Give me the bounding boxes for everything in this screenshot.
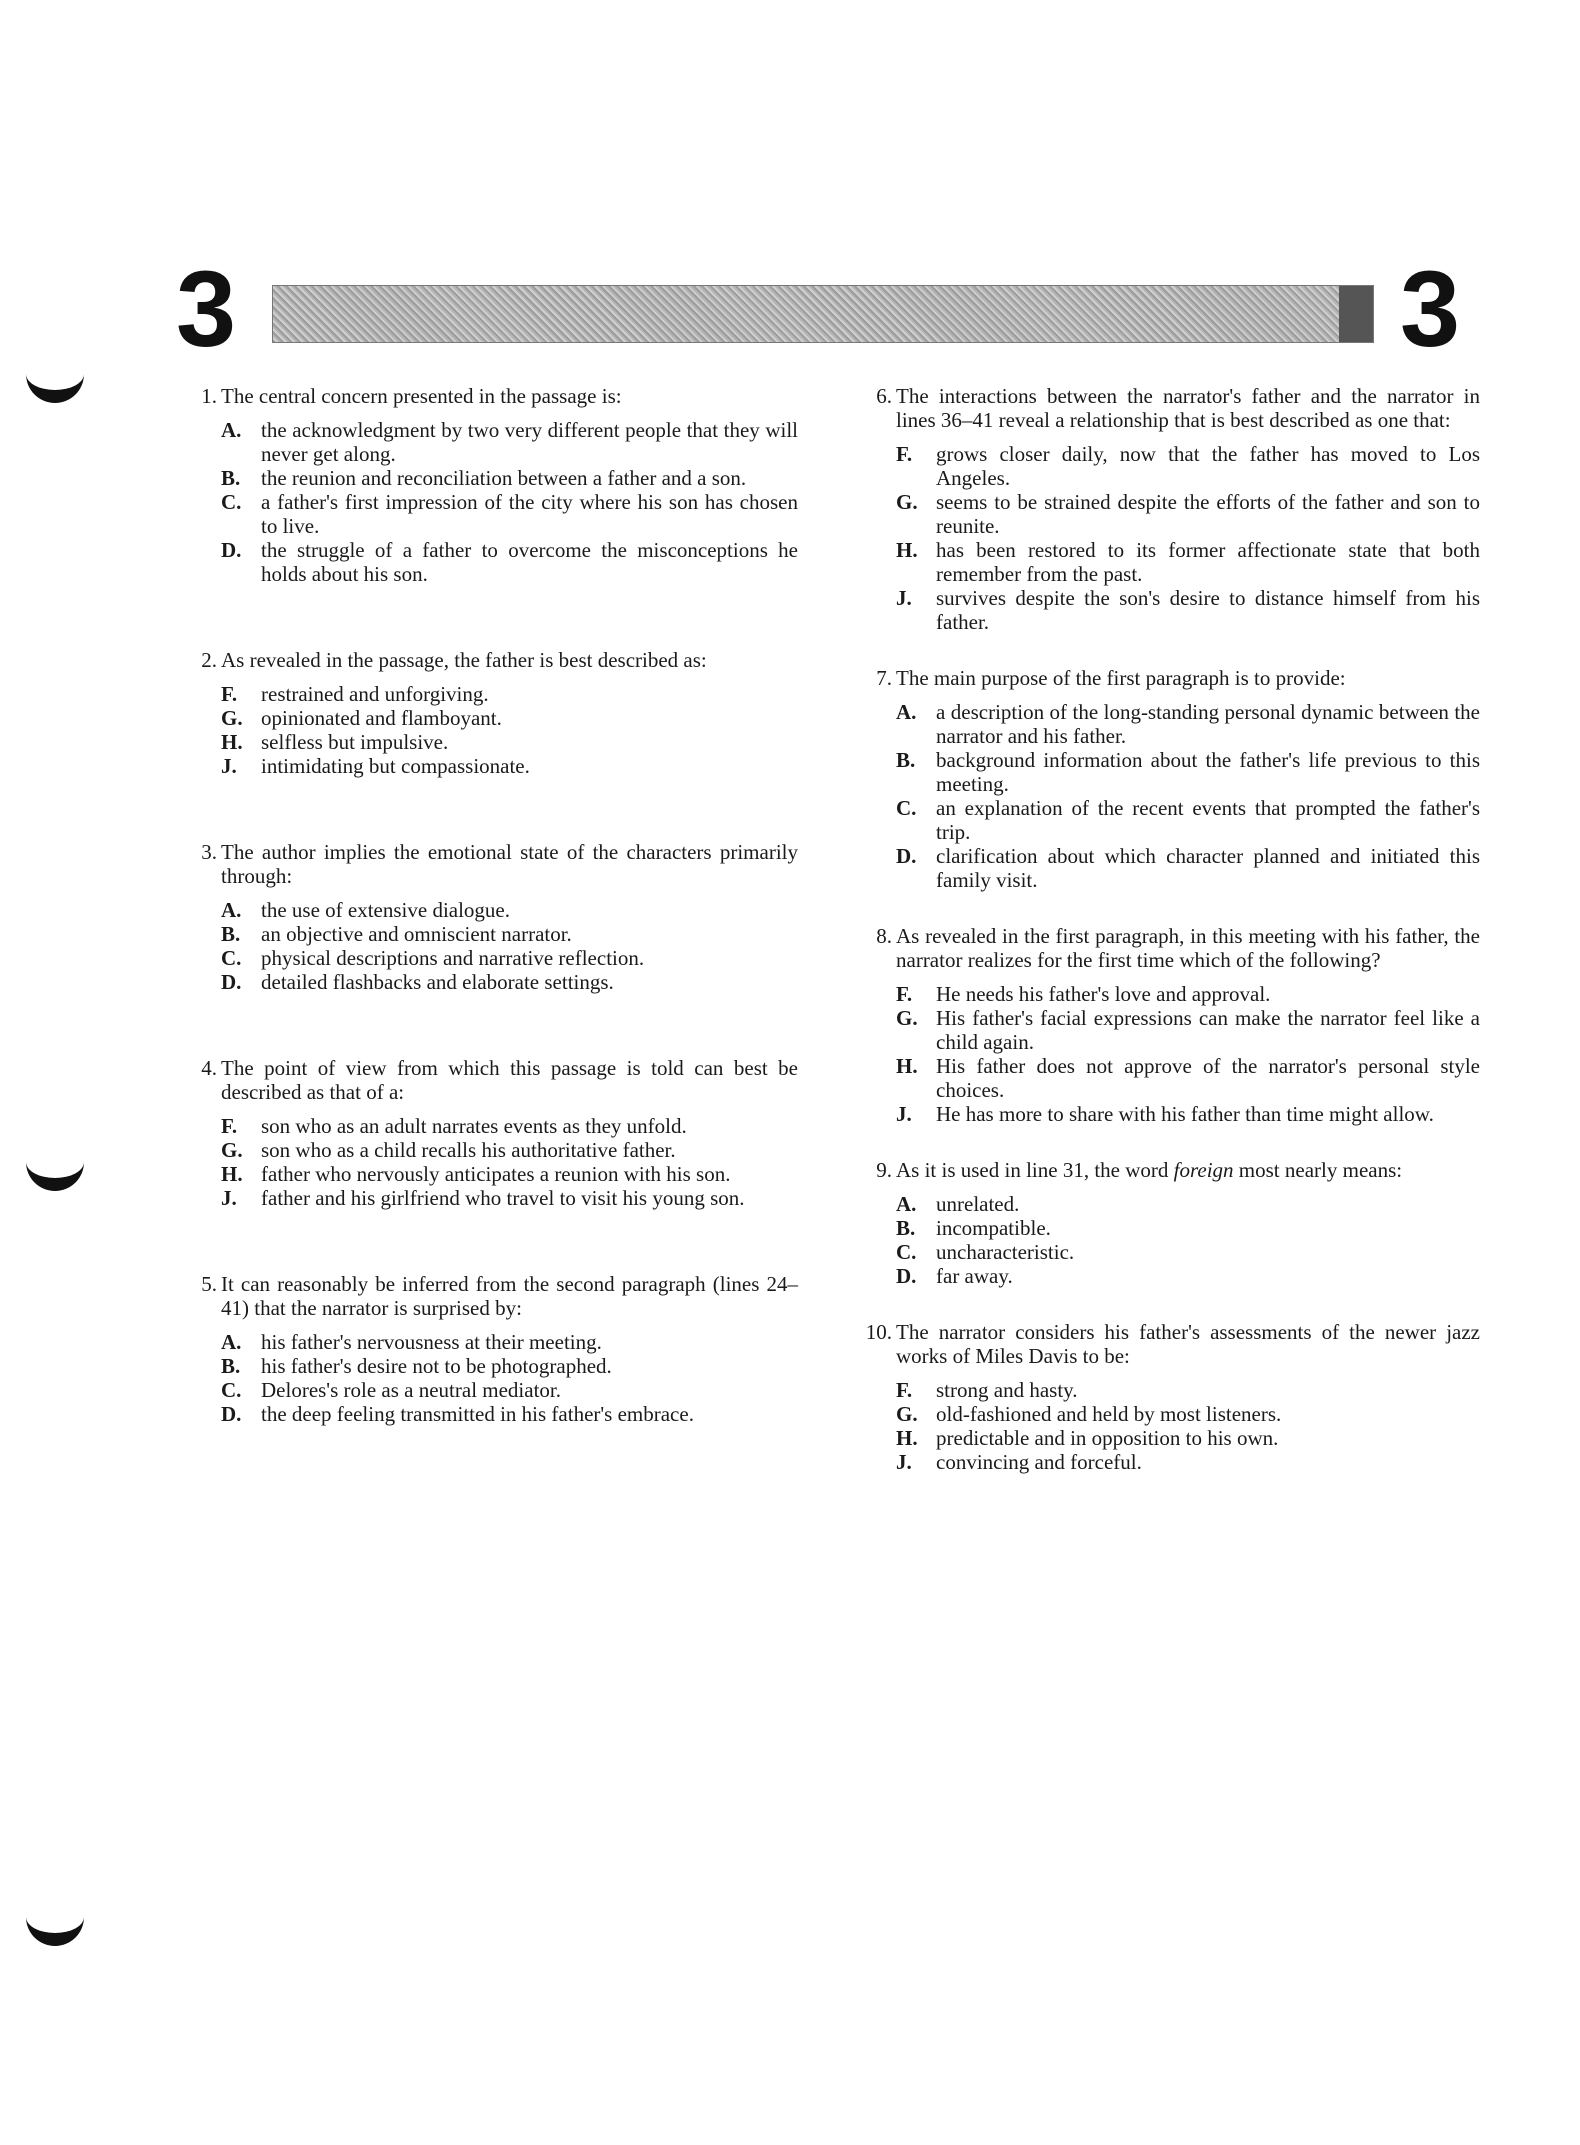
option xyxy=(896,982,1480,1006)
option-text: strong and hasty. xyxy=(936,1378,1078,1402)
option-text: predictable and in opposition to his own. xyxy=(936,1426,1279,1450)
section-number-left: 3 xyxy=(176,248,237,369)
option-text: He has more to share with his father than time might allow. xyxy=(936,1102,1434,1126)
option xyxy=(896,586,1480,634)
option xyxy=(896,700,1480,748)
option xyxy=(896,748,1480,796)
option xyxy=(896,1216,1480,1240)
option-letter: D . xyxy=(221,1402,241,1426)
stem-text: most nearly means: xyxy=(1233,1158,1403,1182)
option-text: background information about the father's life previous to this meeting. xyxy=(936,748,1480,796)
option-text: incompatible. xyxy=(936,1216,1051,1240)
option xyxy=(221,490,798,538)
stem-emphasized-word: foreign xyxy=(1173,1158,1234,1182)
question-stem: The central concern presented in the passage is: xyxy=(221,384,622,408)
option-letter: J . xyxy=(896,586,912,610)
option xyxy=(896,1192,1480,1216)
question-number: 10 . xyxy=(858,1320,892,1344)
question-2 xyxy=(183,648,798,778)
option-text: the use of extensive dialogue. xyxy=(261,898,511,922)
option-letter: C . xyxy=(221,490,241,514)
question-3 xyxy=(183,840,798,994)
option xyxy=(896,1450,1480,1474)
question-number: 8 . xyxy=(858,924,892,948)
option-letter: B . xyxy=(896,748,915,772)
option xyxy=(221,706,798,730)
option xyxy=(221,418,798,466)
option xyxy=(896,538,1480,586)
option xyxy=(896,1006,1480,1054)
stem-text: As it is used in line 31, the word xyxy=(896,1158,1174,1182)
option-text: grows closer daily, now that the father has moved to Los Angeles. xyxy=(936,442,1480,490)
question-number: 4 . xyxy=(183,1056,217,1080)
option-text: the reunion and reconciliation between a father and a son. xyxy=(261,466,747,490)
option-letter: F . xyxy=(221,682,237,706)
question-number: 7 . xyxy=(858,666,892,690)
question-10 xyxy=(858,1320,1480,1474)
option xyxy=(896,1264,1480,1288)
option-letter: D . xyxy=(221,538,241,562)
option xyxy=(896,796,1480,844)
option-letter: B . xyxy=(221,1354,240,1378)
question-number: 9 . xyxy=(858,1158,892,1182)
section-number-right: 3 xyxy=(1400,248,1461,369)
option-text: convincing and forceful. xyxy=(936,1450,1142,1474)
option xyxy=(221,1114,798,1138)
question-number: 6 . xyxy=(858,384,892,408)
option-letter: J . xyxy=(896,1450,912,1474)
option-letter: G . xyxy=(896,490,918,514)
option-text: detailed flashbacks and elaborate settings. xyxy=(261,970,614,994)
question-number: 1 . xyxy=(183,384,217,408)
option xyxy=(896,442,1480,490)
option-letter: F . xyxy=(896,442,912,466)
option-text: has been restored to its former affectionate state that both remember from the past. xyxy=(936,538,1480,586)
question-7 xyxy=(858,666,1480,892)
option-letter: G . xyxy=(221,1138,243,1162)
option-letter: H . xyxy=(896,1054,918,1078)
question-stem: The narrator considers his father's assessments of the newer jazz works of Miles Davis to be: xyxy=(896,1320,1480,1368)
option-text: father who nervously anticipates a reunion with his son. xyxy=(261,1162,731,1186)
question-stem: The point of view from which this passage is told can best be described as that of a: xyxy=(221,1056,798,1104)
option-letter: J . xyxy=(221,754,237,778)
option-text: the struggle of a father to overcome the misconceptions he holds about his son. xyxy=(261,538,798,586)
binder-hole-icon xyxy=(26,352,84,403)
option-letter: C . xyxy=(221,946,241,970)
option-text: an objective and omniscient narrator. xyxy=(261,922,572,946)
option-text: intimidating but compassionate. xyxy=(261,754,530,778)
option-letter: B . xyxy=(221,922,240,946)
option-text: Delores's role as a neutral mediator. xyxy=(261,1378,562,1402)
option-text: his father's nervousness at their meeting. xyxy=(261,1330,602,1354)
option xyxy=(221,1354,798,1378)
option-text: far away. xyxy=(936,1264,1013,1288)
option-letter: B . xyxy=(221,466,240,490)
question-stem xyxy=(896,1158,1480,1182)
option xyxy=(221,682,798,706)
question-9 xyxy=(858,1158,1480,1288)
option xyxy=(896,1054,1480,1102)
option-letter: A . xyxy=(896,700,916,724)
question-4 xyxy=(183,1056,798,1210)
question-5 xyxy=(183,1272,798,1426)
question-number: 2 . xyxy=(183,648,217,672)
question-number: 3 . xyxy=(183,840,217,864)
option-text: an explanation of the recent events that prompted the father's trip. xyxy=(936,796,1480,844)
option-text: seems to be strained despite the efforts of the father and son to reunite. xyxy=(936,490,1480,538)
binder-hole-icon xyxy=(26,1895,84,1946)
option-letter: H . xyxy=(896,1426,918,1450)
option-letter: D . xyxy=(896,1264,916,1288)
option xyxy=(221,1378,798,1402)
option xyxy=(221,1402,798,1426)
question-6 xyxy=(858,384,1480,634)
option xyxy=(896,844,1480,892)
option-letter: C . xyxy=(221,1378,241,1402)
question-8 xyxy=(858,924,1480,1126)
option-text: selfless but impulsive. xyxy=(261,730,449,754)
option-text: He needs his father's love and approval. xyxy=(936,982,1271,1006)
option-letter: C . xyxy=(896,1240,916,1264)
question-1 xyxy=(183,384,798,586)
option-letter: D . xyxy=(896,844,916,868)
option-text: son who as a child recalls his authoritative father. xyxy=(261,1138,676,1162)
option xyxy=(221,922,798,946)
option-text: clarification about which character planned and initiated this family visit. xyxy=(936,844,1480,892)
option xyxy=(896,1402,1480,1426)
option xyxy=(221,754,798,778)
option-text: father and his girlfriend who travel to visit his young son. xyxy=(261,1186,745,1210)
option-letter: B . xyxy=(896,1216,915,1240)
option-text: His father's facial expressions can make the narrator feel like a child again. xyxy=(936,1006,1480,1054)
option-letter: D . xyxy=(221,970,241,994)
option xyxy=(221,1138,798,1162)
option-letter: J . xyxy=(221,1186,237,1210)
option xyxy=(221,1330,798,1354)
question-stem: The interactions between the narrator's father and the narrator in lines 36–41 reveal a relationship that is best described as one that: xyxy=(896,384,1480,432)
option-letter: H . xyxy=(896,538,918,562)
option xyxy=(221,730,798,754)
option-letter: A . xyxy=(221,1330,241,1354)
option xyxy=(221,898,798,922)
option-letter: G . xyxy=(896,1006,918,1030)
option-letter: H . xyxy=(221,730,243,754)
option xyxy=(221,1186,798,1210)
option xyxy=(221,466,798,490)
option-text: the deep feeling transmitted in his father's embrace. xyxy=(261,1402,694,1426)
binder-hole-icon xyxy=(26,1140,84,1191)
option-letter: C . xyxy=(896,796,916,820)
option-text: His father does not approve of the narrator's personal style choices. xyxy=(936,1054,1480,1102)
option-text: a description of the long-standing personal dynamic between the narrator and his father. xyxy=(936,700,1480,748)
option-text: old-fashioned and held by most listeners. xyxy=(936,1402,1282,1426)
option xyxy=(221,970,798,994)
option-letter: F . xyxy=(896,1378,912,1402)
left-column xyxy=(183,384,798,1426)
option-letter: A . xyxy=(896,1192,916,1216)
option-letter: A . xyxy=(221,418,241,442)
question-number: 5 . xyxy=(183,1272,217,1296)
option-text: unrelated. xyxy=(936,1192,1020,1216)
section-header-band xyxy=(272,285,1374,343)
option xyxy=(221,946,798,970)
option-letter: J . xyxy=(896,1102,912,1126)
question-stem: The main purpose of the first paragraph is to provide: xyxy=(896,666,1346,690)
option-text: uncharacteristic. xyxy=(936,1240,1075,1264)
option-letter: G . xyxy=(896,1402,918,1426)
option-text: survives despite the son's desire to distance himself from his father. xyxy=(936,586,1480,634)
question-stem: The author implies the emotional state of the characters primarily through: xyxy=(221,840,798,888)
option xyxy=(896,1240,1480,1264)
option-text: the acknowledgment by two very different people that they will never get along. xyxy=(261,418,798,466)
right-column xyxy=(858,384,1480,1474)
option xyxy=(896,490,1480,538)
option-text: his father's desire not to be photographed. xyxy=(261,1354,612,1378)
option-text: a father's first impression of the city where his son has chosen to live. xyxy=(261,490,798,538)
option xyxy=(896,1378,1480,1402)
option-letter: G . xyxy=(221,706,243,730)
question-stem: As revealed in the first paragraph, in this meeting with his father, the narrator realizes for the first time which of the following? xyxy=(896,924,1480,972)
option-letter: A . xyxy=(221,898,241,922)
question-stem: It can reasonably be inferred from the second paragraph (lines 24–41) that the narrator is surprised by: xyxy=(221,1272,798,1320)
question-stem: As revealed in the passage, the father is best described as: xyxy=(221,648,707,672)
option xyxy=(896,1426,1480,1450)
option-letter: F . xyxy=(221,1114,237,1138)
option-letter: H . xyxy=(221,1162,243,1186)
option xyxy=(221,538,798,586)
option-text: restrained and unforgiving. xyxy=(261,682,489,706)
option-text: physical descriptions and narrative reflection. xyxy=(261,946,645,970)
option-text: opinionated and flamboyant. xyxy=(261,706,502,730)
option-text: son who as an adult narrates events as they unfold. xyxy=(261,1114,687,1138)
option-letter: F . xyxy=(896,982,912,1006)
option xyxy=(896,1102,1480,1126)
option xyxy=(221,1162,798,1186)
